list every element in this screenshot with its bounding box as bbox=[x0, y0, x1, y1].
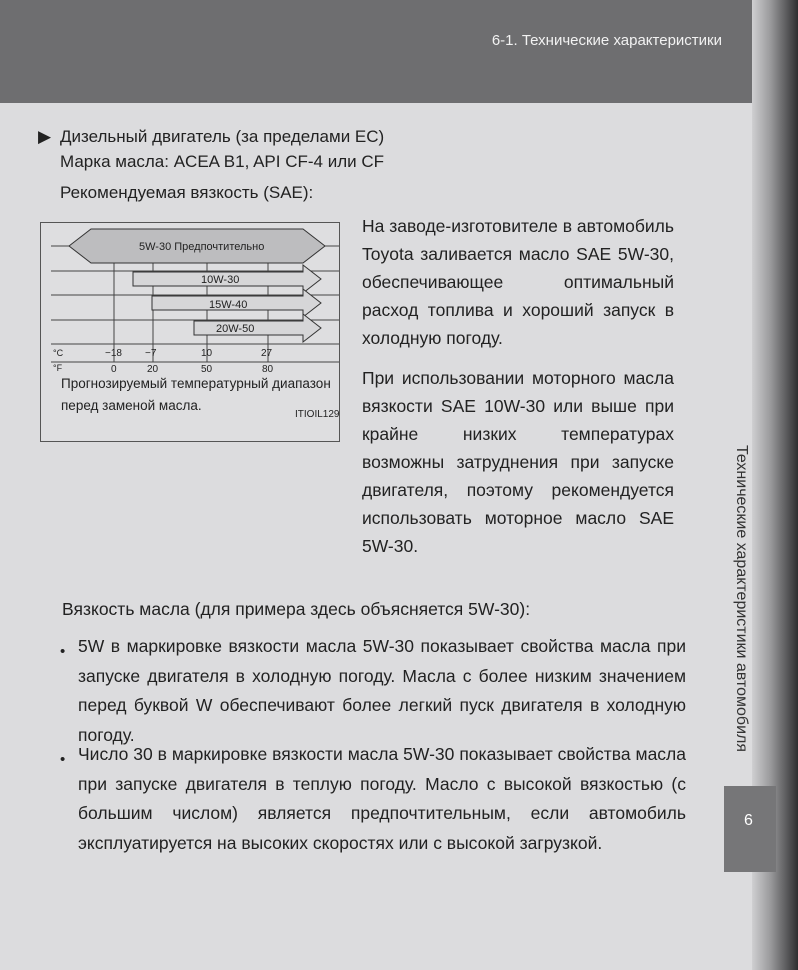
bar-label-5w30: 5W-30 Предпочтительно bbox=[139, 241, 265, 253]
tick-c-0: −18 bbox=[105, 348, 122, 359]
fahrenheit-unit: °F bbox=[53, 363, 63, 373]
bar-label-10w30: 10W-30 bbox=[201, 274, 240, 286]
tick-f-3: 80 bbox=[262, 364, 274, 373]
side-section-label: Технические характеристики автомобиля bbox=[733, 445, 750, 753]
bullet-30: Число 30 в маркировке вязкости масла 5W-30 показывает свойства масла при запуске двигателя в теплую погоду. Масло с высокой вязкостью (с большим числом) является предпочтительным, если автомобиль эксплуатируется на высоких скоростях или с высокой загрузкой. bbox=[78, 744, 686, 853]
oil-brand: Марка масла: ACEA B1, API CF-4 или CF bbox=[60, 152, 385, 171]
bar-label-20w50: 20W-50 bbox=[216, 323, 255, 335]
header-band bbox=[0, 0, 752, 103]
bar-label-15w40: 15W-40 bbox=[209, 299, 248, 311]
tick-c-1: −7 bbox=[145, 348, 157, 359]
bar-20w50 bbox=[194, 314, 321, 342]
bullet-marker: • bbox=[60, 751, 66, 768]
chart-code: ITIOIL129 bbox=[295, 409, 340, 420]
diesel-title: Дизельный двигатель (за пределами ЕС) bbox=[60, 127, 385, 146]
viscosity-label: Рекомендуемая вязкость (SAE): bbox=[60, 183, 314, 202]
tick-f-0: 0 bbox=[111, 364, 117, 373]
chapter-number: 6 bbox=[744, 812, 753, 829]
tick-c-2: 10 bbox=[201, 348, 213, 359]
tick-f-1: 20 bbox=[147, 364, 159, 373]
bullet-marker: • bbox=[60, 643, 66, 660]
viscosity-chart bbox=[40, 222, 340, 442]
diesel-marker: ▶ bbox=[38, 127, 52, 146]
cold-start-paragraph: При использовании моторного масла вязкости SAE 10W-30 или выше при крайне низких температурах возможны затруднения при запуске двигателя, поэтому рекомендуется использовать моторное масло SAE 5W-30. bbox=[362, 368, 674, 556]
section-title: 6-1. Технические характеристики bbox=[491, 32, 722, 49]
viscosity-heading: Вязкость масла (для примера здесь объясняется 5W-30): bbox=[62, 599, 531, 619]
chart-caption: Прогнозируемый температурный диапазон перед заменой масла. bbox=[61, 376, 331, 413]
chapter-tab bbox=[724, 786, 776, 872]
factory-oil-paragraph: На заводе-изготовителе в автомобиль Toyota заливается масло SAE 5W-30, обеспечивающее оптимальный расход топлива и хороший запуск в холодную погоду. bbox=[362, 216, 675, 348]
bullet-5w: 5W в маркировке вязкости масла 5W-30 показывает свойства масла при запуске двигателя в холодную погоду. Масла с более низким значением перед буквой W обеспечивают более легкий пуск двигателя в холодную погоду. bbox=[78, 636, 686, 745]
tick-f-2: 50 bbox=[201, 364, 213, 373]
right-column bbox=[362, 212, 674, 560]
viscosity-chart-svg bbox=[41, 223, 339, 373]
tick-c-3: 27 bbox=[261, 348, 273, 359]
celsius-unit: °C bbox=[53, 348, 64, 358]
